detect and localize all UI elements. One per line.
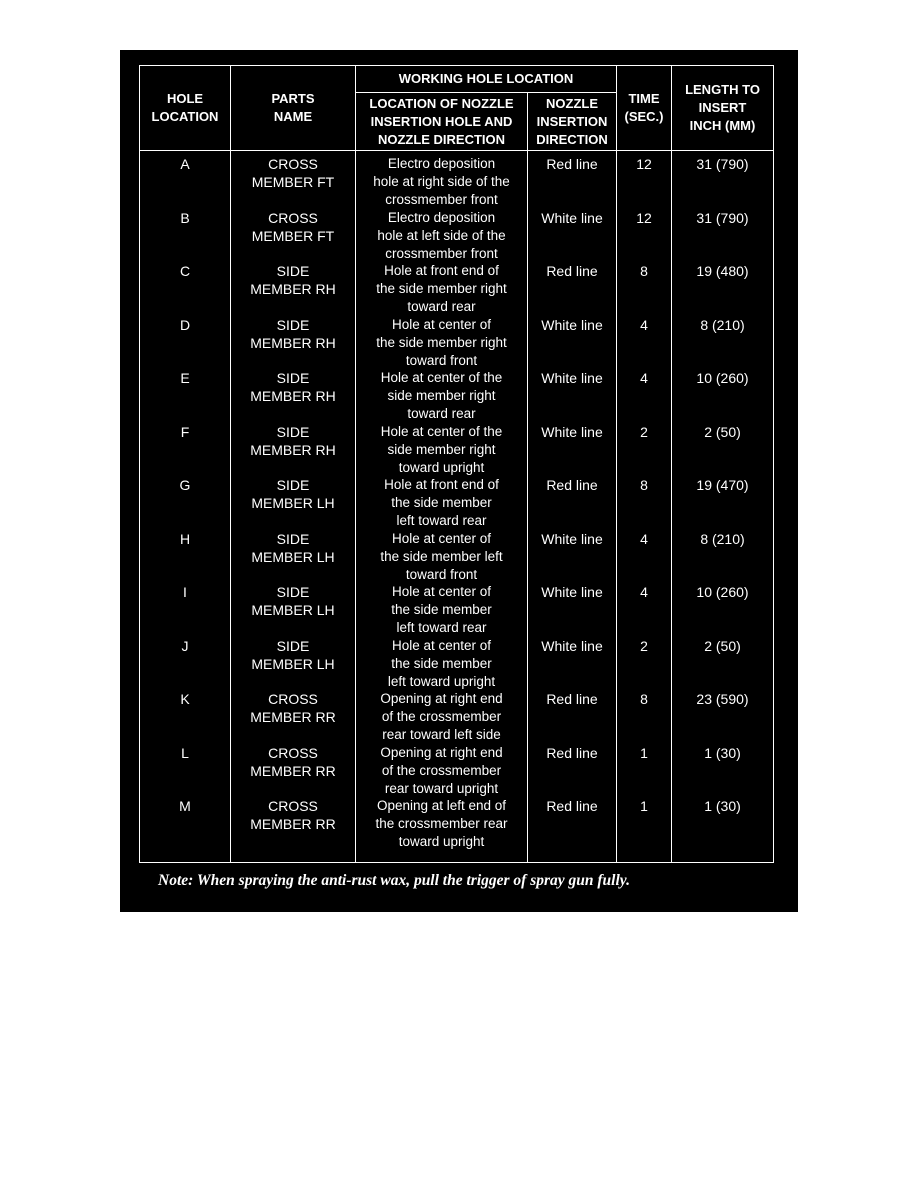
part-cell-m: CROSS MEMBER RR [250, 798, 336, 832]
column-location-of-nozzle [356, 151, 528, 863]
hole-cell-i: I [183, 584, 187, 600]
part-cell-f: SIDE MEMBER RH [250, 423, 336, 458]
time-cell-i: 4 [640, 584, 648, 600]
part-cell-b: CROSS MEMBER FT [251, 209, 335, 244]
part-cell-i: SIDE MEMBER LH [251, 584, 335, 618]
hole-cell-a: A [180, 156, 190, 172]
location-cell-j: Hole at center of the side member left toward upright [387, 637, 496, 689]
header-nozzle-insertion-direction: NOZZLE INSERTION DIRECTION [528, 93, 617, 151]
length-cell-g: 19 (470) [696, 477, 749, 493]
location-cell-e: Hole at center of the side member right toward rear [380, 370, 503, 421]
direction-cell-h: White line [541, 530, 603, 547]
direction-cell-b: White line [541, 209, 603, 226]
location-cell-l: Opening at right end of the crossmember rear toward upright [380, 744, 503, 796]
length-cell-k: 23 (590) [696, 691, 749, 707]
part-cell-k: CROSS MEMBER RR [250, 691, 336, 725]
part-cell-h: SIDE MEMBER LH [251, 530, 335, 565]
time-cell-a: 12 [636, 156, 652, 172]
direction-cell-j: White line [541, 637, 603, 654]
column-hole-location [140, 151, 231, 863]
part-cell-l: CROSS MEMBER RR [250, 744, 336, 779]
hole-cell-d: D [179, 316, 191, 333]
column-time [617, 151, 672, 863]
header-parts-name: PARTS NAME [231, 66, 356, 151]
time-cell-j: 2 [640, 637, 648, 654]
direction-cell-a: Red line [546, 156, 598, 172]
part-cell-c: SIDE MEMBER RH [250, 263, 336, 297]
direction-cell-i: White line [541, 584, 603, 600]
header-location-of-nozzle: LOCATION OF NOZZLE INSERTION HOLE AND NOZZLE DIRECTION [356, 93, 528, 151]
hole-cell-g: G [179, 477, 191, 493]
hole-cell-e: E [180, 370, 190, 386]
time-cell-d: 4 [640, 316, 648, 333]
length-cell-l: 1 (30) [704, 744, 741, 761]
length-cell-c: 19 (480) [696, 263, 749, 279]
location-cell-d: Hole at center of the side member right toward front [376, 316, 507, 368]
time-cell-m: 1 [640, 798, 648, 814]
direction-cell-d: White line [541, 316, 603, 333]
table-figure [120, 50, 798, 912]
hole-cell-l: L [181, 744, 189, 761]
length-cell-a: 31 (790) [696, 156, 749, 172]
column-parts-name [231, 151, 356, 863]
hole-cell-m: M [179, 798, 191, 814]
header-hole-location: HOLE LOCATION [140, 66, 231, 151]
location-cell-k: Opening at right end of the crossmember rear toward left side [380, 691, 503, 742]
length-cell-i: 10 (260) [696, 584, 749, 600]
direction-cell-m: Red line [546, 798, 598, 814]
note-text: Note: When spraying the anti-rust wax, pull the trigger of spray gun fully. [158, 872, 630, 889]
length-cell-f: 2 (50) [704, 423, 741, 440]
hole-cell-k: K [180, 691, 190, 707]
length-cell-h: 8 (210) [700, 530, 745, 547]
time-cell-l: 1 [640, 744, 648, 761]
direction-cell-c: Red line [546, 263, 598, 279]
part-cell-g: SIDE MEMBER LH [251, 477, 335, 511]
direction-cell-f: White line [541, 423, 603, 440]
hole-cell-f: F [180, 423, 190, 440]
column-length-to-insert [672, 151, 774, 863]
length-cell-e: 10 (260) [696, 370, 749, 386]
header-length-to-insert: LENGTH TO INSERT INCH (MM) [672, 66, 774, 151]
hole-cell-j: J [181, 637, 189, 654]
hole-cell-b: B [180, 209, 190, 226]
direction-cell-k: Red line [546, 691, 598, 707]
part-cell-d: SIDE MEMBER RH [250, 316, 336, 351]
location-cell-h: Hole at center of the side member left toward front [380, 530, 503, 582]
location-cell-g: Hole at front end of the side member left toward rear [384, 477, 499, 528]
anti-rust-wax-table [139, 65, 774, 863]
length-cell-m: 1 (30) [704, 798, 741, 814]
hole-cell-c: C [179, 263, 191, 279]
part-cell-j: SIDE MEMBER LH [251, 637, 335, 672]
length-cell-d: 8 (210) [700, 316, 745, 333]
part-cell-a: CROSS MEMBER FT [251, 156, 335, 190]
location-cell-m: Opening at left end of the crossmember rear toward upright [375, 798, 508, 849]
direction-cell-g: Red line [546, 477, 598, 493]
time-cell-e: 4 [640, 370, 648, 386]
column-nozzle-direction [528, 151, 617, 863]
time-cell-g: 8 [640, 477, 648, 493]
location-cell-f: Hole at center of the side member right toward upright [380, 423, 503, 475]
time-cell-f: 2 [640, 423, 648, 440]
time-cell-h: 4 [640, 530, 648, 547]
header-time: TIME (SEC.) [617, 66, 672, 151]
length-cell-b: 31 (790) [696, 209, 749, 226]
location-cell-i: Hole at center of the side member left toward rear [391, 584, 492, 635]
header-working-hole-location: WORKING HOLE LOCATION [356, 66, 617, 93]
direction-cell-l: Red line [546, 744, 598, 761]
length-cell-j: 2 (50) [704, 637, 741, 654]
location-cell-a: Electro deposition hole at right side of the crossmember front [373, 156, 510, 207]
time-cell-k: 8 [640, 691, 648, 707]
part-cell-e: SIDE MEMBER RH [250, 370, 336, 404]
time-cell-b: 12 [636, 209, 652, 226]
direction-cell-e: White line [541, 370, 603, 386]
hole-cell-h: H [179, 530, 191, 547]
location-cell-b: Electro deposition hole at left side of the crossmember front [377, 209, 506, 261]
time-cell-c: 8 [640, 263, 648, 279]
location-cell-c: Hole at front end of the side member right toward rear [376, 263, 507, 314]
